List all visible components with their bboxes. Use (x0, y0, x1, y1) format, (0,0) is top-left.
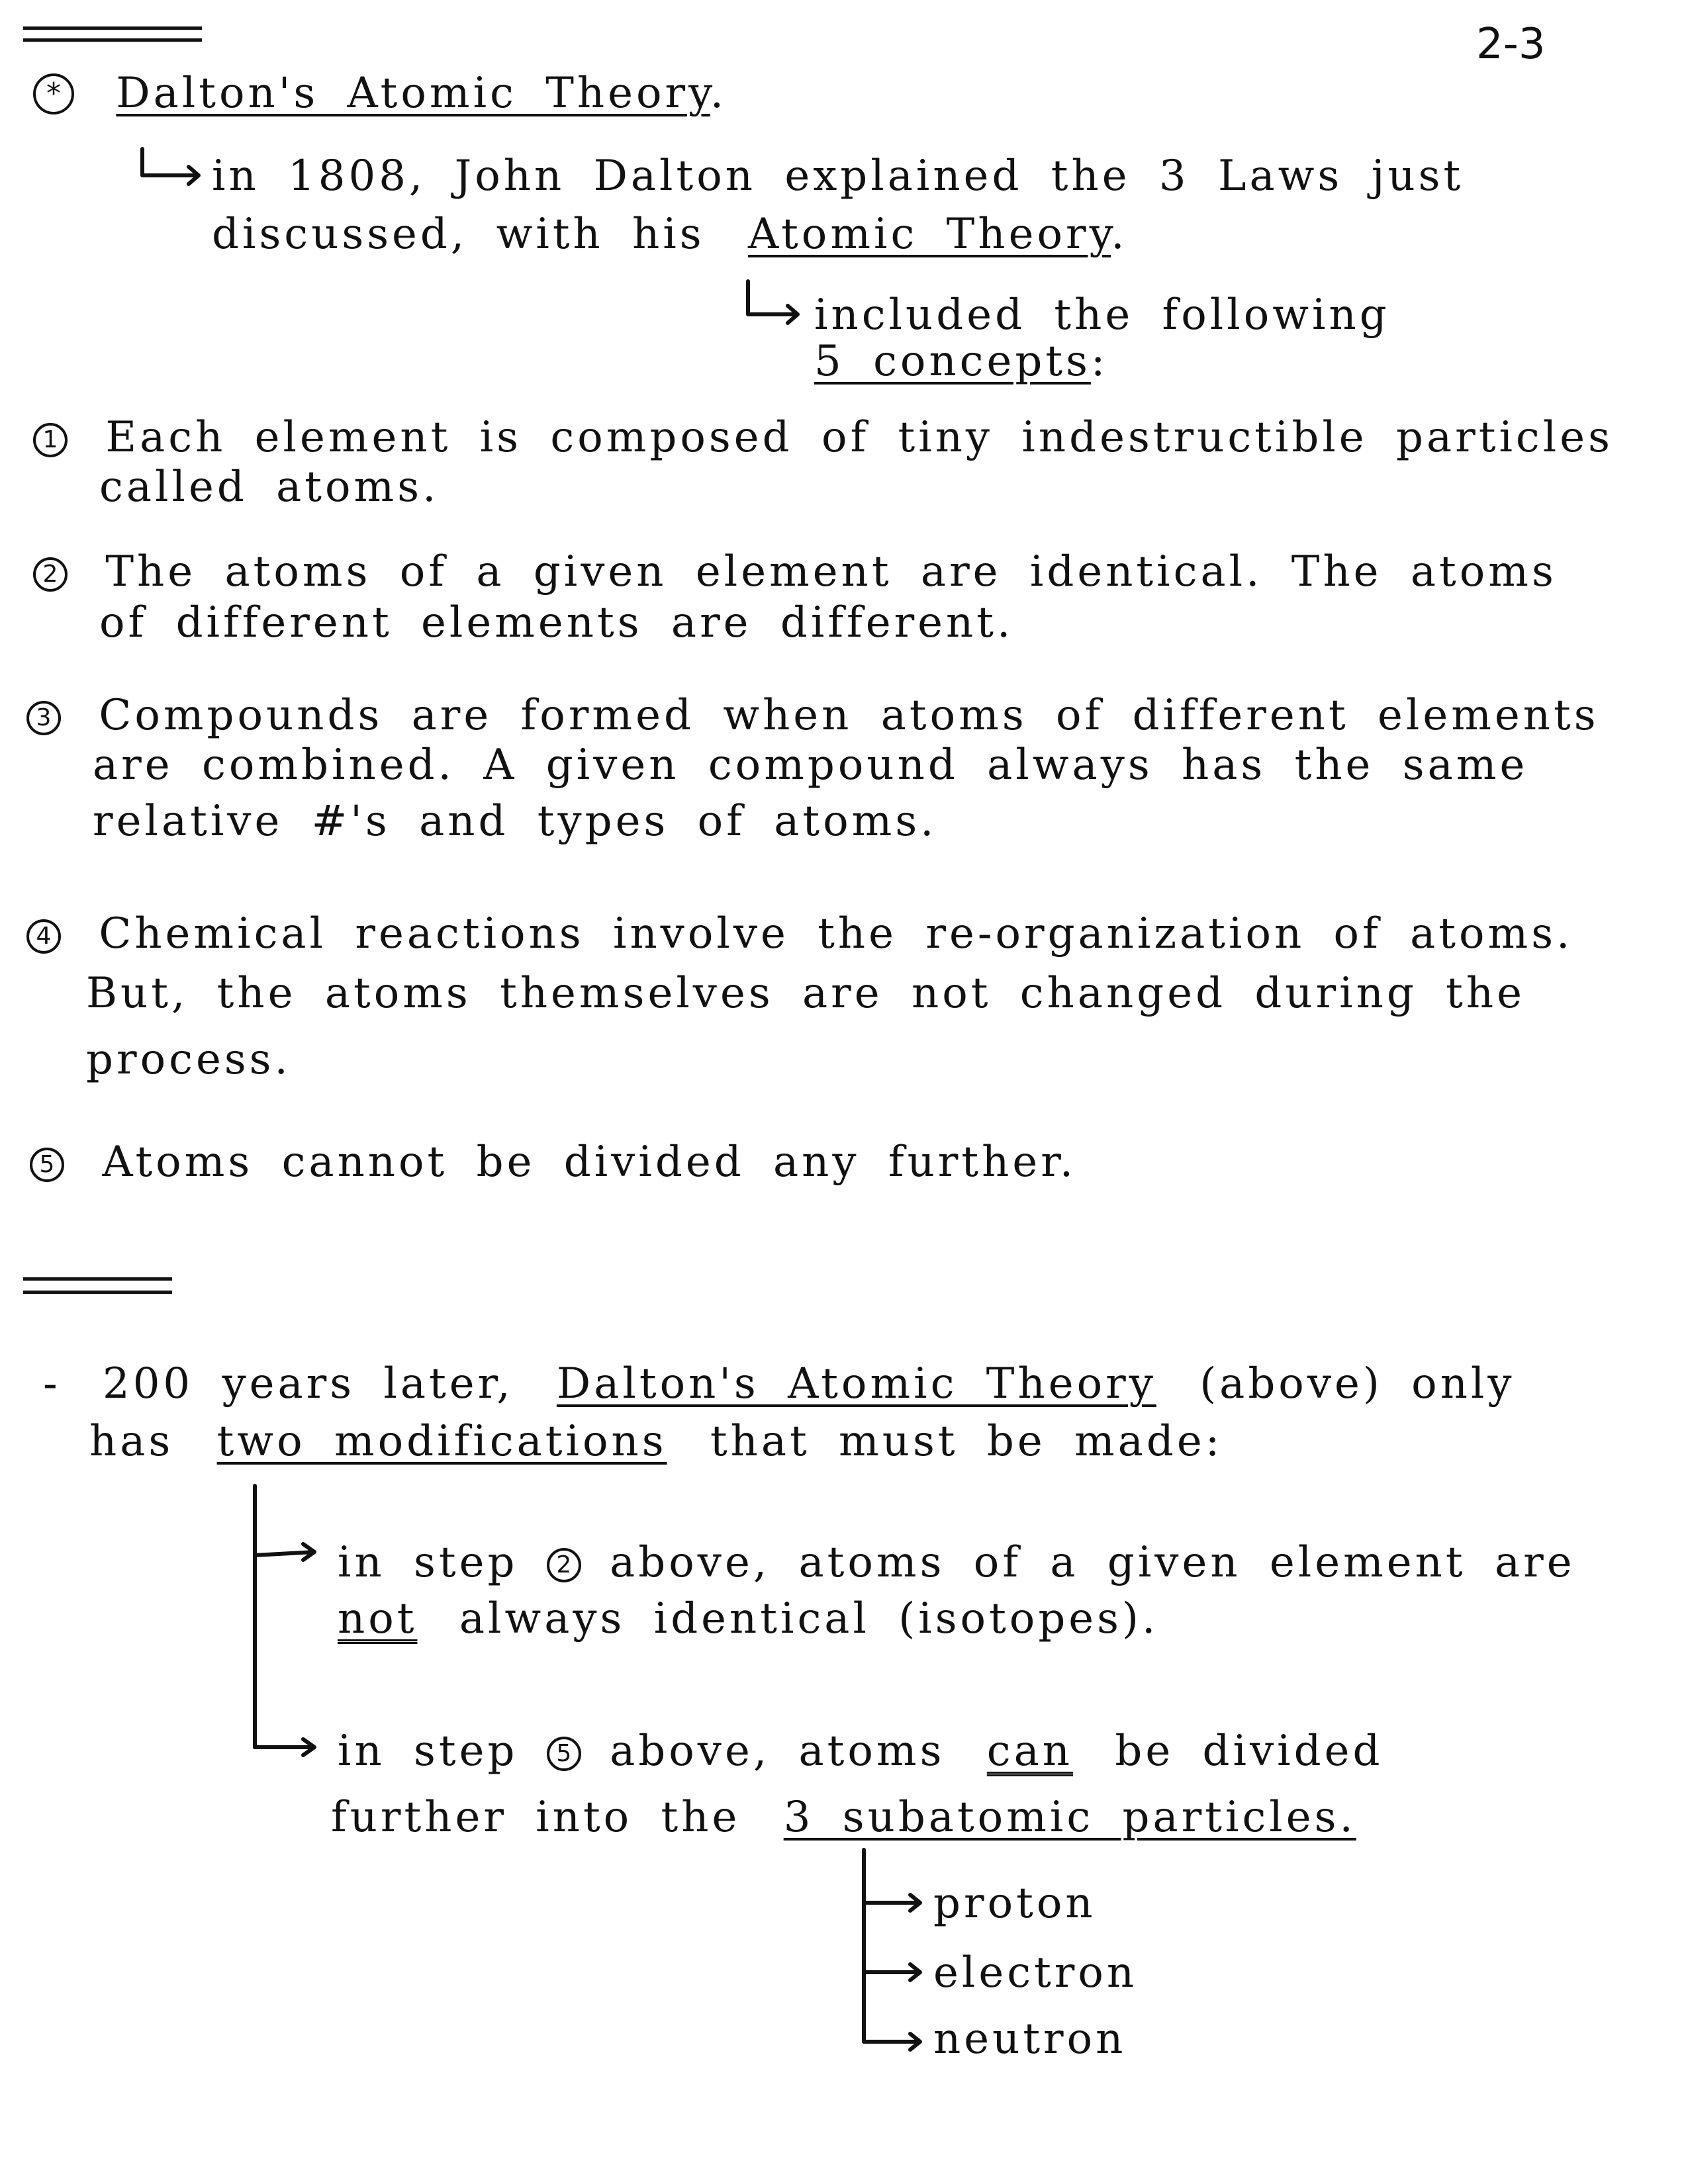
concept-4-text: Chemical reactions involve the re-organization of atoms. (99, 909, 1573, 958)
mod-2-arrow-icon (255, 1739, 314, 1755)
modern-dash: - (43, 1359, 61, 1408)
mod-1-post: above, atoms of a given element are (610, 1538, 1575, 1587)
concept-1-line-2: called atoms. (99, 463, 440, 512)
modern-line-1-post: (above) only (1199, 1359, 1515, 1408)
star-icon: * (33, 73, 74, 114)
page-number: 2-3 (1476, 20, 1546, 69)
mod-1-arrow-icon (255, 1544, 314, 1560)
five-concepts-colon: : (1090, 337, 1109, 386)
two-modifications-term: two modifications (216, 1417, 667, 1466)
intro-line-2-text: discussed, with his (212, 210, 705, 259)
proton-arrow-icon (864, 1895, 920, 1911)
number-3-circle-icon: 3 (26, 701, 61, 735)
mod-2-pre: in step (338, 1727, 518, 1776)
concept-2-line-2: of different elements are different. (99, 598, 1014, 647)
number-5-circle-ref-icon: 5 (547, 1737, 581, 1771)
concept-4-line-2: But, the atoms themselves are not changed during the (86, 969, 1525, 1018)
atomic-theory-term: Atomic Theory (747, 210, 1111, 259)
particle-electron: electron (933, 1948, 1138, 1997)
five-concepts-term: 5 concepts (814, 337, 1091, 386)
mod-1-line-2-text: always identical (isotopes). (459, 1594, 1159, 1643)
subatomic-particles-term: 3 subatomic particles. (783, 1793, 1356, 1842)
included-line: included the following (814, 291, 1390, 340)
daltons-theory-term: Dalton's Atomic Theory (556, 1359, 1156, 1408)
modern-line-2-post: that must be made: (710, 1417, 1223, 1466)
concept-5-text: Atoms cannot be divided any further. (102, 1138, 1077, 1187)
concept-3-text: Compounds are formed when atoms of different elements (99, 691, 1599, 740)
concept-2-text: The atoms of a given element are identical. The atoms (105, 547, 1557, 596)
title-period: . (710, 69, 727, 118)
intro-arrow-icon (142, 149, 199, 184)
can-word: can (986, 1727, 1073, 1776)
number-2-circle-icon: 2 (33, 557, 68, 592)
mod-2-post-2: be divided (1115, 1727, 1383, 1776)
number-1-circle-icon: 1 (33, 423, 68, 457)
not-word: not (338, 1594, 418, 1643)
concept-3-line-2: are combined. A given compound always has the same (93, 741, 1528, 790)
particle-proton: proton (933, 1879, 1096, 1928)
page-title: Dalton's Atomic Theory (116, 69, 710, 118)
concept-4-line-3: process. (86, 1035, 291, 1084)
mod-2-line-2-pre: further into the (331, 1793, 741, 1842)
concept-1-text: Each element is composed of tiny indestructible particles (105, 413, 1613, 462)
neutron-arrow-icon (864, 2034, 920, 2050)
number-5-circle-icon: 5 (30, 1148, 64, 1182)
electron-arrow-icon (864, 1964, 920, 1980)
modern-line-1-pre: 200 years later, (102, 1359, 514, 1408)
number-4-circle-icon: 4 (26, 919, 61, 954)
particle-neutron: neutron (933, 2015, 1127, 2064)
concept-3-line-3: relative #'s and types of atoms. (93, 797, 937, 846)
intro-line-1: in 1808, John Dalton explained the 3 Laws just (212, 152, 1464, 201)
number-2-circle-ref-icon: 2 (547, 1548, 581, 1582)
included-arrow-icon (748, 281, 798, 323)
intro-period: . (1111, 210, 1128, 259)
modern-line-2-pre: has (89, 1417, 174, 1466)
mod-1-pre: in step (338, 1538, 518, 1587)
mod-2-post: above, atoms (610, 1727, 945, 1776)
